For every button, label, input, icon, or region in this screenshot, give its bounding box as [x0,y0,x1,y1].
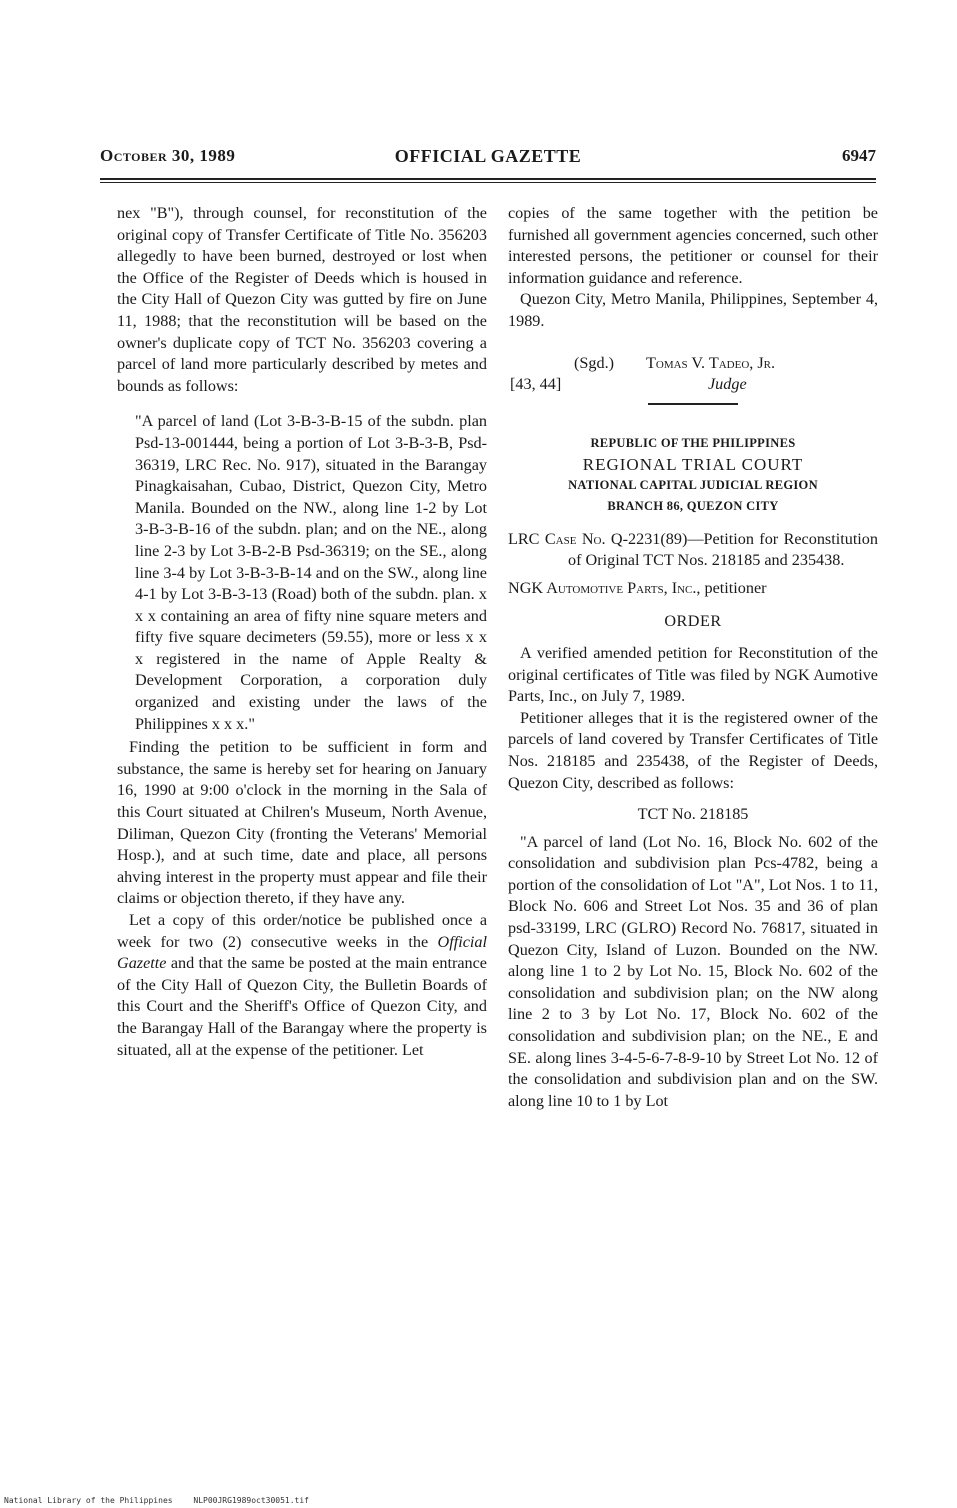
case-title [508,529,878,572]
publication-text-1: Let a copy of this order/notice be published once a week for two (2) consecutive weeks in the [117,911,487,951]
header-date: October 30, 1989 [100,146,236,165]
court-caption [508,433,878,517]
gazette-name: Official Gazette [117,932,487,973]
caption-branch: BRANCH 86, QUEZON CITY [607,498,779,513]
judge-title: Judge [708,374,747,393]
reference-numbers: [43, 44] [510,374,562,393]
allegation-paragraph: Petitioner alleges that it is the registered owner of the parcels of land covered by Transfer Certificates of Title Nos. 218185 and 235438, of the Register of Deeds, Quezon City, described as follows: [508,708,878,792]
tct-description: "A parcel of land (Lot No. 16, Block No. 602 of the consolidation and subdivision plan Pcs-4782, being a portion of the consolidation of Lot "A", Lot Nos. 1 to 11, Block No. 606 and Street Lot Nos. 35 and 36 of plan psd-33199, LRC (GLRO) Record No. 76817, situated in Quezon City, Island of Luzon. Bounded on the NW. along line 1 to 2 by Lot No. 15, Block No. 602 of the consolidation and subdivision plan; on the NW along line 2 to 3 by Lot No. 17, Block No. 602 of the consolidation and subdivision plan; on the NE., E and SE. along lines 3-4-5-6-7-8-9-10 by Street Lot No. 12 of the consolidation and subdivision plan and on the SW. along line 10 to 1 by Lot [508,832,878,1110]
publication-text-2: and that the same be posted at the main entrance of the City Hall of Quezon City, the Bulletin Boards of this Court and the Sheriff's Office of Quezon City, and the Barangay Hall of the Barangay where the property is situated, all at the expense of the petitioner. Let [117,954,487,1059]
left-column [117,203,487,1061]
order-heading: ORDER [664,612,722,631]
page-header [100,146,876,170]
caption-region: NATIONAL CAPITAL JUDICIAL REGION [568,477,818,492]
case-label: LRC Case No. Q-2231(89) [508,529,688,548]
scan-footer [4,1496,325,1505]
caption-court: REGIONAL TRIAL COURT [582,454,804,474]
footer-filename: NLP00JRG1989oct30051.tif [193,1496,309,1505]
judge-name: Tomas V. Tadeo, Jr. [646,353,776,372]
publication-paragraph [117,910,487,1061]
hearing-paragraph: Finding the petition to be sufficient in form and substance, the same is hereby set for hearing on January 16, 1990 at 9:00 o'clock in the morning in the Sala of this Court situated at Chilren's Museum, North Avenue, Diliman, Quezon City (fronting the Veterans' Memorial Hosp.), and at such time, date and place, all persons ahving interest in the property must appear and file their claims or objection thereto, if they have any. [117,738,487,908]
signature-block [508,353,878,397]
tct-heading: TCT No. 218185 [637,805,749,824]
amended-petition-paragraph: A verified amended petition for Reconstitution of the original certificates of Title was filed by NGK Aumotive Parts, Inc., on July 7, 1989. [508,643,878,706]
place-date-paragraph: Quezon City, Metro Manila, Philippines, September 4, 1989. [508,290,878,330]
page-number: 6947 [842,146,876,165]
copies-paragraph: copies of the same together with the petition be furnished all government agencies concerned, such other interested persons, the petitioner or counsel for their information guidance and reference. [508,204,878,287]
party-name: NGK Automotive Parts, Inc. [508,578,697,597]
petition-paragraph: nex "B"), through counsel, for reconstitution of the original copy of Transfer Certificate of Title No. 356203 allegedly to have been burned, destroyed or lost when the Office of the Register of Deeds which is housed in the City Hall of Quezon City was gutted by fire on June 11, 1988; that the reconstitution will be based on the owner's duplicate copy of TCT No. 356203 covering a parcel of land more particularly described by metes and bounds as follows: [117,204,487,395]
footer-library: National Library of the Philippines [4,1496,173,1505]
publication-title: OFFICIAL GAZETTE [394,146,582,166]
signed-mark: (Sgd.) [574,353,615,372]
land-description-quote: "A parcel of land (Lot 3-B-3-B-15 of the subdn. plan Psd-13-001444, being a portion of Lot 3-B-3-B, Psd-36319, LRC Rec. No. 917), situated in the Barangay Pinagkaisahan, Cubao, District, Quezon City, Metro Manila. Bounded on the NW., along line 1-2 by Lot 3-B-3-B-16 of the subdn. plan; and on the NE., along line 2-3 by Lot 3-B-2-B Psd-36319; on the SE., along line 3-4 by Lot 3-B-3-B-14 and on the SW., along line 4-1 by Lot 3-B-3-13 (Road) both of the subdn. plan. x x x containing an area of fifty nine square meters and fifty five square decimeters (59.55), more or less x x x registered in the name of Apple Realty & Development Corporation, a corporation duly organized and existing under the laws of the Philippines x x x." [135,412,487,733]
party-line [508,578,878,600]
case-description: —Petition for Reconstitution of Original TCT Nos. 218185 and 235438. [568,529,878,570]
party-role: , petitioner [696,578,767,597]
caption-republic: REPUBLIC OF THE PHILIPPINES [590,435,796,450]
header-rule [100,178,876,183]
right-column [508,203,878,1112]
section-divider [648,403,738,405]
